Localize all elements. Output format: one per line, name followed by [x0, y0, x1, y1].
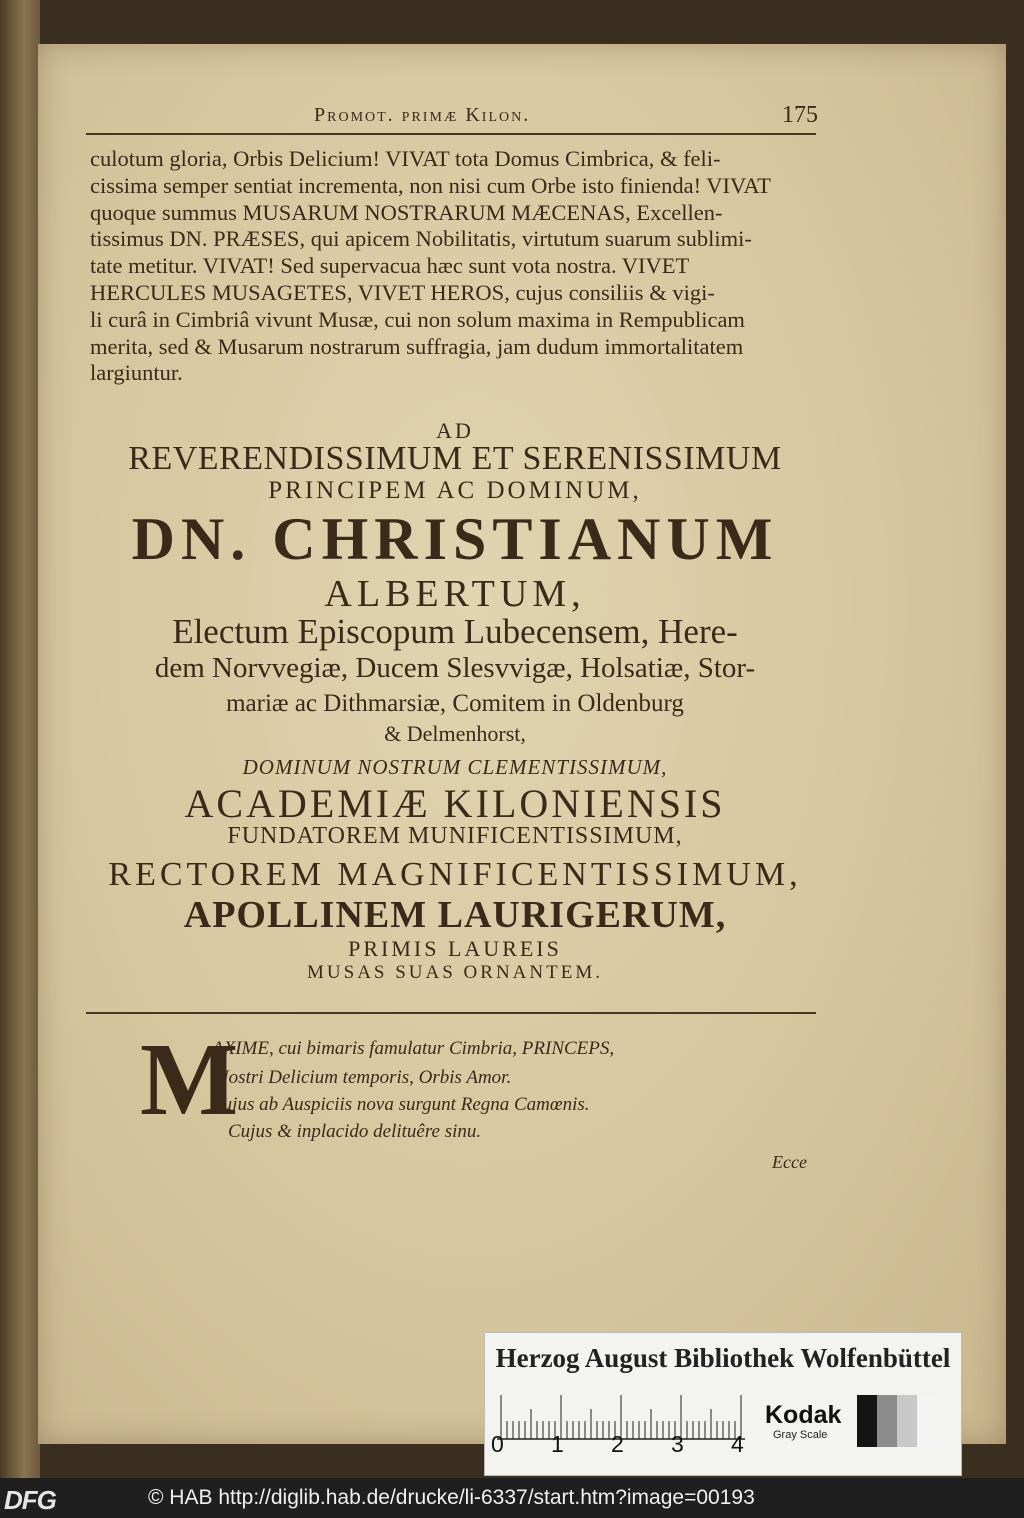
color-calibration-card: [484, 1332, 962, 1476]
body-line: merita, sed & Musarum nostrarum suffragia, jam dudum immortalitatem: [90, 333, 744, 359]
gray-patch: [897, 1395, 917, 1447]
dedication-name-2: ALBERTUM,: [324, 573, 586, 615]
dedication-fundatorem: FUNDATOREM MUNIFICENTISSIMUM,: [227, 823, 683, 849]
dedication-name-1: DN. CHRISTIANUM: [131, 506, 779, 572]
dedication-musas: MUSAS SUAS ORNANTEM.: [307, 962, 603, 983]
drop-capital: M: [140, 1022, 239, 1137]
ruler-number: 2: [611, 1431, 624, 1457]
gray-patch: [917, 1395, 937, 1447]
gray-patch: [857, 1395, 877, 1447]
body-line: li curâ in Cimbriâ vivunt Musæ, cui non solum maxima in Rempublicam: [90, 306, 745, 332]
gray-scale-label: Gray Scale: [773, 1429, 828, 1441]
poem-verse: Cujus & inplacido delituêre sinu.: [228, 1121, 482, 1142]
dedication-rectorem: RECTOREM MAGNIFICENTISSIMUM,: [108, 856, 802, 893]
poem-verse: Nostri Delicium temporis, Orbis Amor.: [216, 1067, 512, 1088]
previous-page-edge: [0, 0, 40, 1478]
body-line: largiuntur.: [90, 360, 183, 386]
ruler-number: 4: [731, 1431, 744, 1457]
gray-patch: [877, 1395, 897, 1447]
footer-bar: [0, 1478, 1024, 1518]
copyright-link[interactable]: © HAB http://diglib.hab.de/drucke/li-6337/start.htm?image=00193: [148, 1486, 755, 1509]
dedication-title-2: dem Norvvegiæ, Ducem Slesvvigæ, Holsatiæ, Stor-: [154, 652, 756, 684]
card-title: Herzog August Bibliothek Wolfenbüttel: [495, 1343, 951, 1373]
dedication-line-1: REVERENDISSIMUM ET SERENISSIMUM: [128, 440, 782, 477]
dedication-ad: AD: [436, 418, 474, 443]
ruler-number: 1: [551, 1431, 564, 1457]
running-head: [74, 64, 818, 128]
dedication-primis: PRIMIS LAUREIS: [348, 936, 562, 961]
poem-verse: AXIME, cui bimaris famulatur Cimbria, PRINCEPS,: [212, 1038, 615, 1059]
ruler-number: 0: [491, 1431, 504, 1457]
page-number: 175: [782, 102, 818, 128]
body-line: culotum gloria, Orbis Delicium! VIVAT tota Domus Cimbrica, & feli-: [90, 146, 721, 171]
dedication-academiae: ACADEMIÆ KILONIENSIS: [184, 781, 726, 826]
poem-rule: [86, 1012, 816, 1014]
dfg-logo: DFG: [4, 1485, 56, 1515]
body-line: HERCULES MUSAGETES, VIVET HEROS, cujus consiliis & vigi-: [90, 279, 715, 305]
dedication-dominum: DOMINUM NOSTRUM CLEMENTISSIMUM,: [242, 755, 668, 779]
kodak-label: Kodak: [765, 1401, 842, 1429]
body-line: quoque summus MUSARUM NOSTRARUM MÆCENAS, Excellen-: [90, 199, 723, 225]
dedication-title-4: & Delmenhorst,: [384, 721, 526, 746]
ruler-number: 3: [671, 1431, 684, 1457]
body-line: cissima semper sentiat incrementa, non nisi cum Orbe isto finienda! VIVAT: [90, 172, 771, 198]
dedication-apollinem: APOLLINEM LAURIGERUM,: [183, 894, 727, 936]
body-text: [90, 146, 818, 387]
dedication-line-2: PRINCIPEM AC DOMINUM,: [268, 477, 642, 504]
body-line: tate metitur. VIVAT! Sed supervacua hæc sunt vota nostra. VIVET: [90, 253, 690, 279]
dedication-title-1: Electum Episcopum Lubecensem, Here-: [172, 612, 738, 651]
dedication-title-3: mariæ ac Dithmarsiæ, Comitem in Oldenburg: [226, 690, 684, 717]
running-title: Promot. primæ Kilon.: [314, 104, 531, 126]
poem-verse: Cujus ab Auspiciis nova surgunt Regna Camœnis.: [210, 1094, 590, 1115]
body-line: tissimus DN. PRÆSES, qui apicem Nobilitatis, virtutum suarum sublimi-: [90, 226, 752, 252]
gray-patches: [857, 1395, 937, 1447]
header-rule: [86, 133, 816, 135]
catchword: Ecce: [772, 1152, 807, 1172]
